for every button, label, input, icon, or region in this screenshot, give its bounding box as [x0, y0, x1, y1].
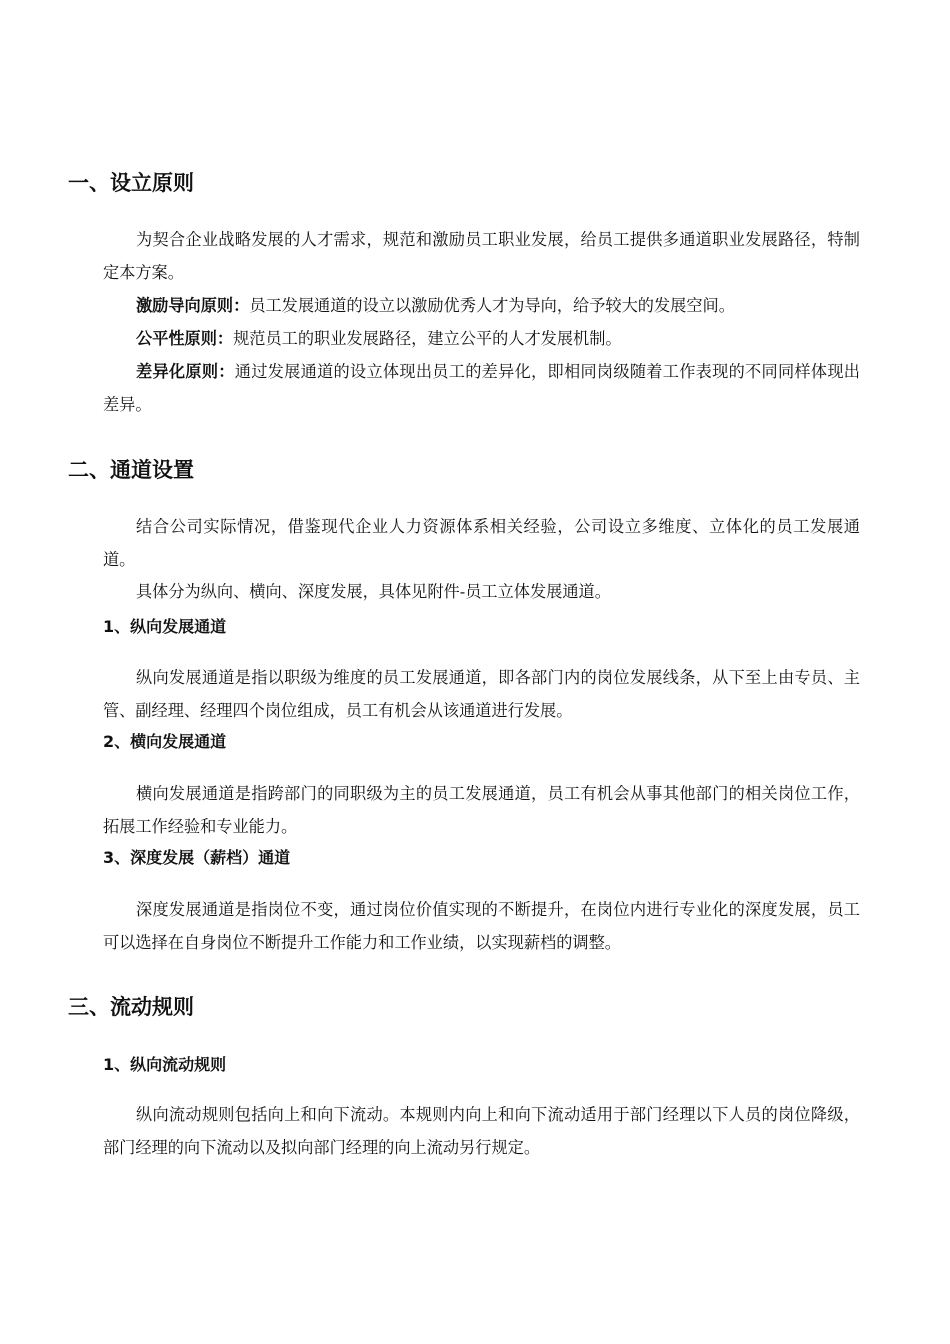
section-heading-3: 三、流动规则 — [68, 995, 194, 1019]
subsection-heading-vertical-flow: 1、纵向流动规则 — [103, 1055, 227, 1074]
subsection-text-vertical-flow: 纵向流动规则包括向上和向下流动。本规则内向上和向下流动适用于部门经理以下人员的岗位降级，部门经理的向下流动以及拟向部门经理的向上流动另行规定。 — [103, 1105, 860, 1157]
principle-text: 规范员工的职业发展路径，建立公平的人才发展机制。 — [233, 329, 622, 348]
principle-label: 公平性原则： — [136, 329, 234, 348]
principle-label: 激励导向原则： — [136, 296, 250, 315]
section-heading-2: 二、通道设置 — [68, 458, 194, 482]
subsection-heading-horizontal: 2、横向发展通道 — [103, 732, 227, 751]
principle-text: 通过发展通道的设立体现出员工的差异化，即相同岗级随着工作表现的不同同样体现出差异。 — [103, 362, 860, 414]
subsection-heading-depth: 3、深度发展（薪档）通道 — [103, 848, 291, 867]
section1-intro: 为契合企业战略发展的人才需求，规范和激励员工职业发展，给员工提供多通道职业发展路径，特制定本方案。 — [103, 230, 860, 282]
principle-text: 员工发展通道的设立以激励优秀人才为导向，给予较大的发展空间。 — [249, 296, 735, 315]
section-heading-1: 一、设立原则 — [68, 171, 194, 195]
subsection-text-vertical: 纵向发展通道是指以职级为维度的员工发展通道，即各部门内的岗位发展线条，从下至上由专员、主管、副经理、经理四个岗位组成，员工有机会从该通道进行发展。 — [103, 668, 860, 720]
subsection-heading-vertical: 1、纵向发展通道 — [103, 617, 227, 636]
section2-intro-detail: 具体分为纵向、横向、深度发展，具体见附件-员工立体发展通道。 — [136, 582, 611, 601]
principle-label: 差异化原则： — [136, 362, 235, 381]
subsection-text-depth: 深度发展通道是指岗位不变，通过岗位价值实现的不断提升，在岗位内进行专业化的深度发展，员工可以选择在自身岗位不断提升工作能力和工作业绩，以实现薪档的调整。 — [103, 900, 860, 952]
principle-incentive — [103, 289, 860, 322]
principle-fairness — [103, 322, 860, 355]
subsection-text-horizontal: 横向发展通道是指跨部门的同职级为主的员工发展通道，员工有机会从事其他部门的相关岗位工作，拓展工作经验和专业能力。 — [103, 784, 860, 836]
principle-differentiation — [103, 355, 860, 421]
section2-intro: 结合公司实际情况，借鉴现代企业人力资源体系相关经验，公司设立多维度、立体化的员工发展通道。 — [103, 517, 860, 569]
